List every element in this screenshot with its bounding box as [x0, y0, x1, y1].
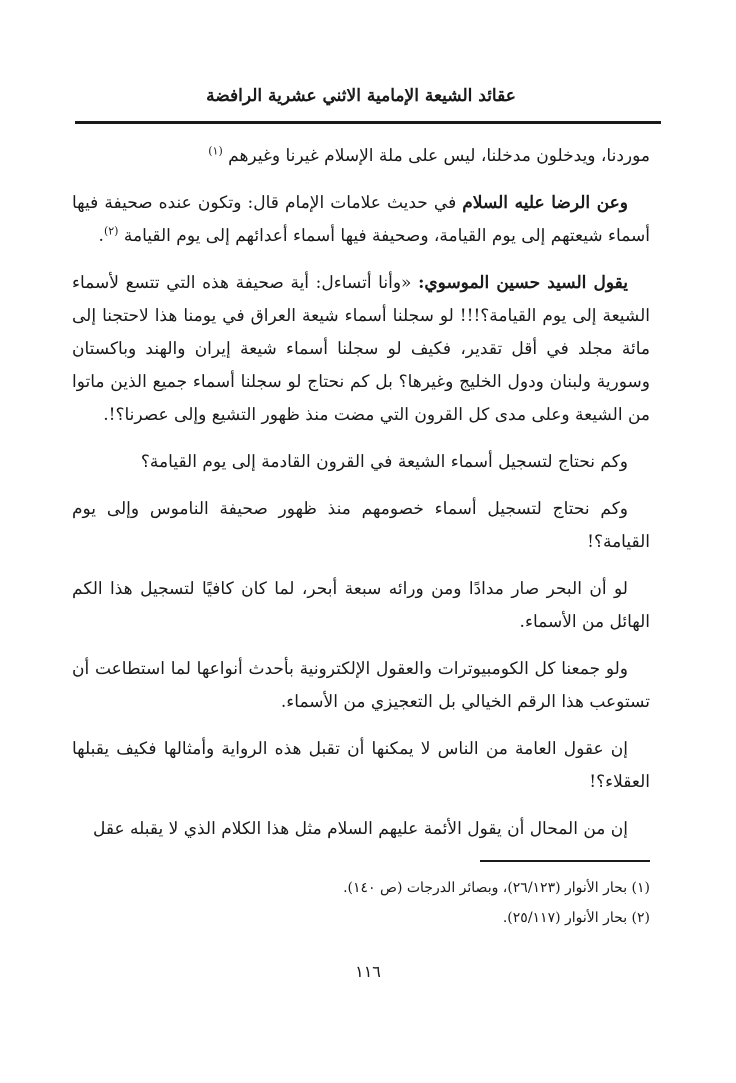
- paragraph-5: وكم نحتاج لتسجيل أسماء خصومهم منذ ظهور صحيفة الناموس وإلى يوم القيامة؟!: [72, 499, 650, 552]
- paragraph-6: لو أن البحر صار مدادًا ومن ورائه سبعة أبحر، لما كان كافيًا لتسجيل هذا الكم الهائل من الأسماء.: [72, 579, 650, 632]
- paragraph-1-text: موردنا، ويدخلون مدخلنا، ليس على ملة الإسلام غيرنا وغيرهم: [228, 146, 650, 166]
- footnote-ref-1: (١): [208, 144, 223, 158]
- paragraph-8: إن عقول العامة من الناس لا يمكنها أن تقبل هذه الرواية وأمثالها فكيف يقبلها العقلاء؟!: [72, 739, 650, 792]
- paragraph-2-text: في حديث علامات الإمام قال: وتكون عنده صحيفة فيها أسماء شيعتهم إلى يوم القيامة، وصحيفة فيها أسماء أعدائهم إلى يوم القيامة: [72, 193, 650, 246]
- paragraph-9: إن من المحال أن يقول الأئمة عليهم السلام مثل هذا الكلام الذي لا يقبله عقل: [92, 819, 628, 839]
- paragraph-2-bold: وعن الرضا عليه السلام: [462, 193, 629, 213]
- header-rule: [75, 121, 661, 124]
- footnote-rule: [480, 860, 650, 862]
- footnote-ref-2: (٢): [103, 224, 119, 238]
- body-text: [72, 140, 650, 860]
- footnotes: [72, 873, 650, 933]
- running-header: عقائد الشيعة الإمامية الاثني عشرية الرافضة: [206, 86, 516, 106]
- paragraph-3-text: «وأنا أتساءل: أية صحيفة هذه التي تتسع لأسماء الشيعة إلى يوم القيامة؟!!! لو سجلنا أسماء شيعة العراق في يومنا هذا لاحتجنا إلى مائة مجلد في أقل تقدير، فكيف لو سجلنا أسماء شيعة إيران والهند وباكستان وسورية ولبنان ودول الخليج وغيرها؟ بل كم نحتاج لو سجلنا أسماء جميع الذين ماتوا من الشيعة وعلى مدى كل القرون التي مضت منذ ظهور التشيع وإلى عصرنا؟!.: [72, 273, 650, 425]
- paragraph-1: [72, 140, 650, 173]
- page-number: ١١٦: [355, 962, 381, 981]
- paragraph-3-bold: يقول السيد حسين الموسوي:: [418, 273, 628, 293]
- paragraph-2-end: .: [98, 226, 104, 246]
- paragraph-7: ولو جمعنا كل الكومبيوترات والعقول الإلكترونية بأحدث أنواعها لما استطاعت أن تستوعب هذا الرقم الخيالي بل التعجيزي من الأسماء.: [72, 659, 650, 712]
- paragraph-2: [72, 187, 650, 253]
- paragraph-3: [72, 267, 650, 432]
- footnote-1: (١) بحار الأنوار (٢٦/١٢٣)، وبصائر الدرجات (ص ١٤٠).: [343, 880, 650, 896]
- footnote-2: (٢) بحار الأنوار (٢٥/١١٧).: [502, 910, 650, 926]
- paragraph-4: وكم نحتاج لتسجيل أسماء الشيعة في القرون القادمة إلى يوم القيامة؟: [140, 452, 628, 472]
